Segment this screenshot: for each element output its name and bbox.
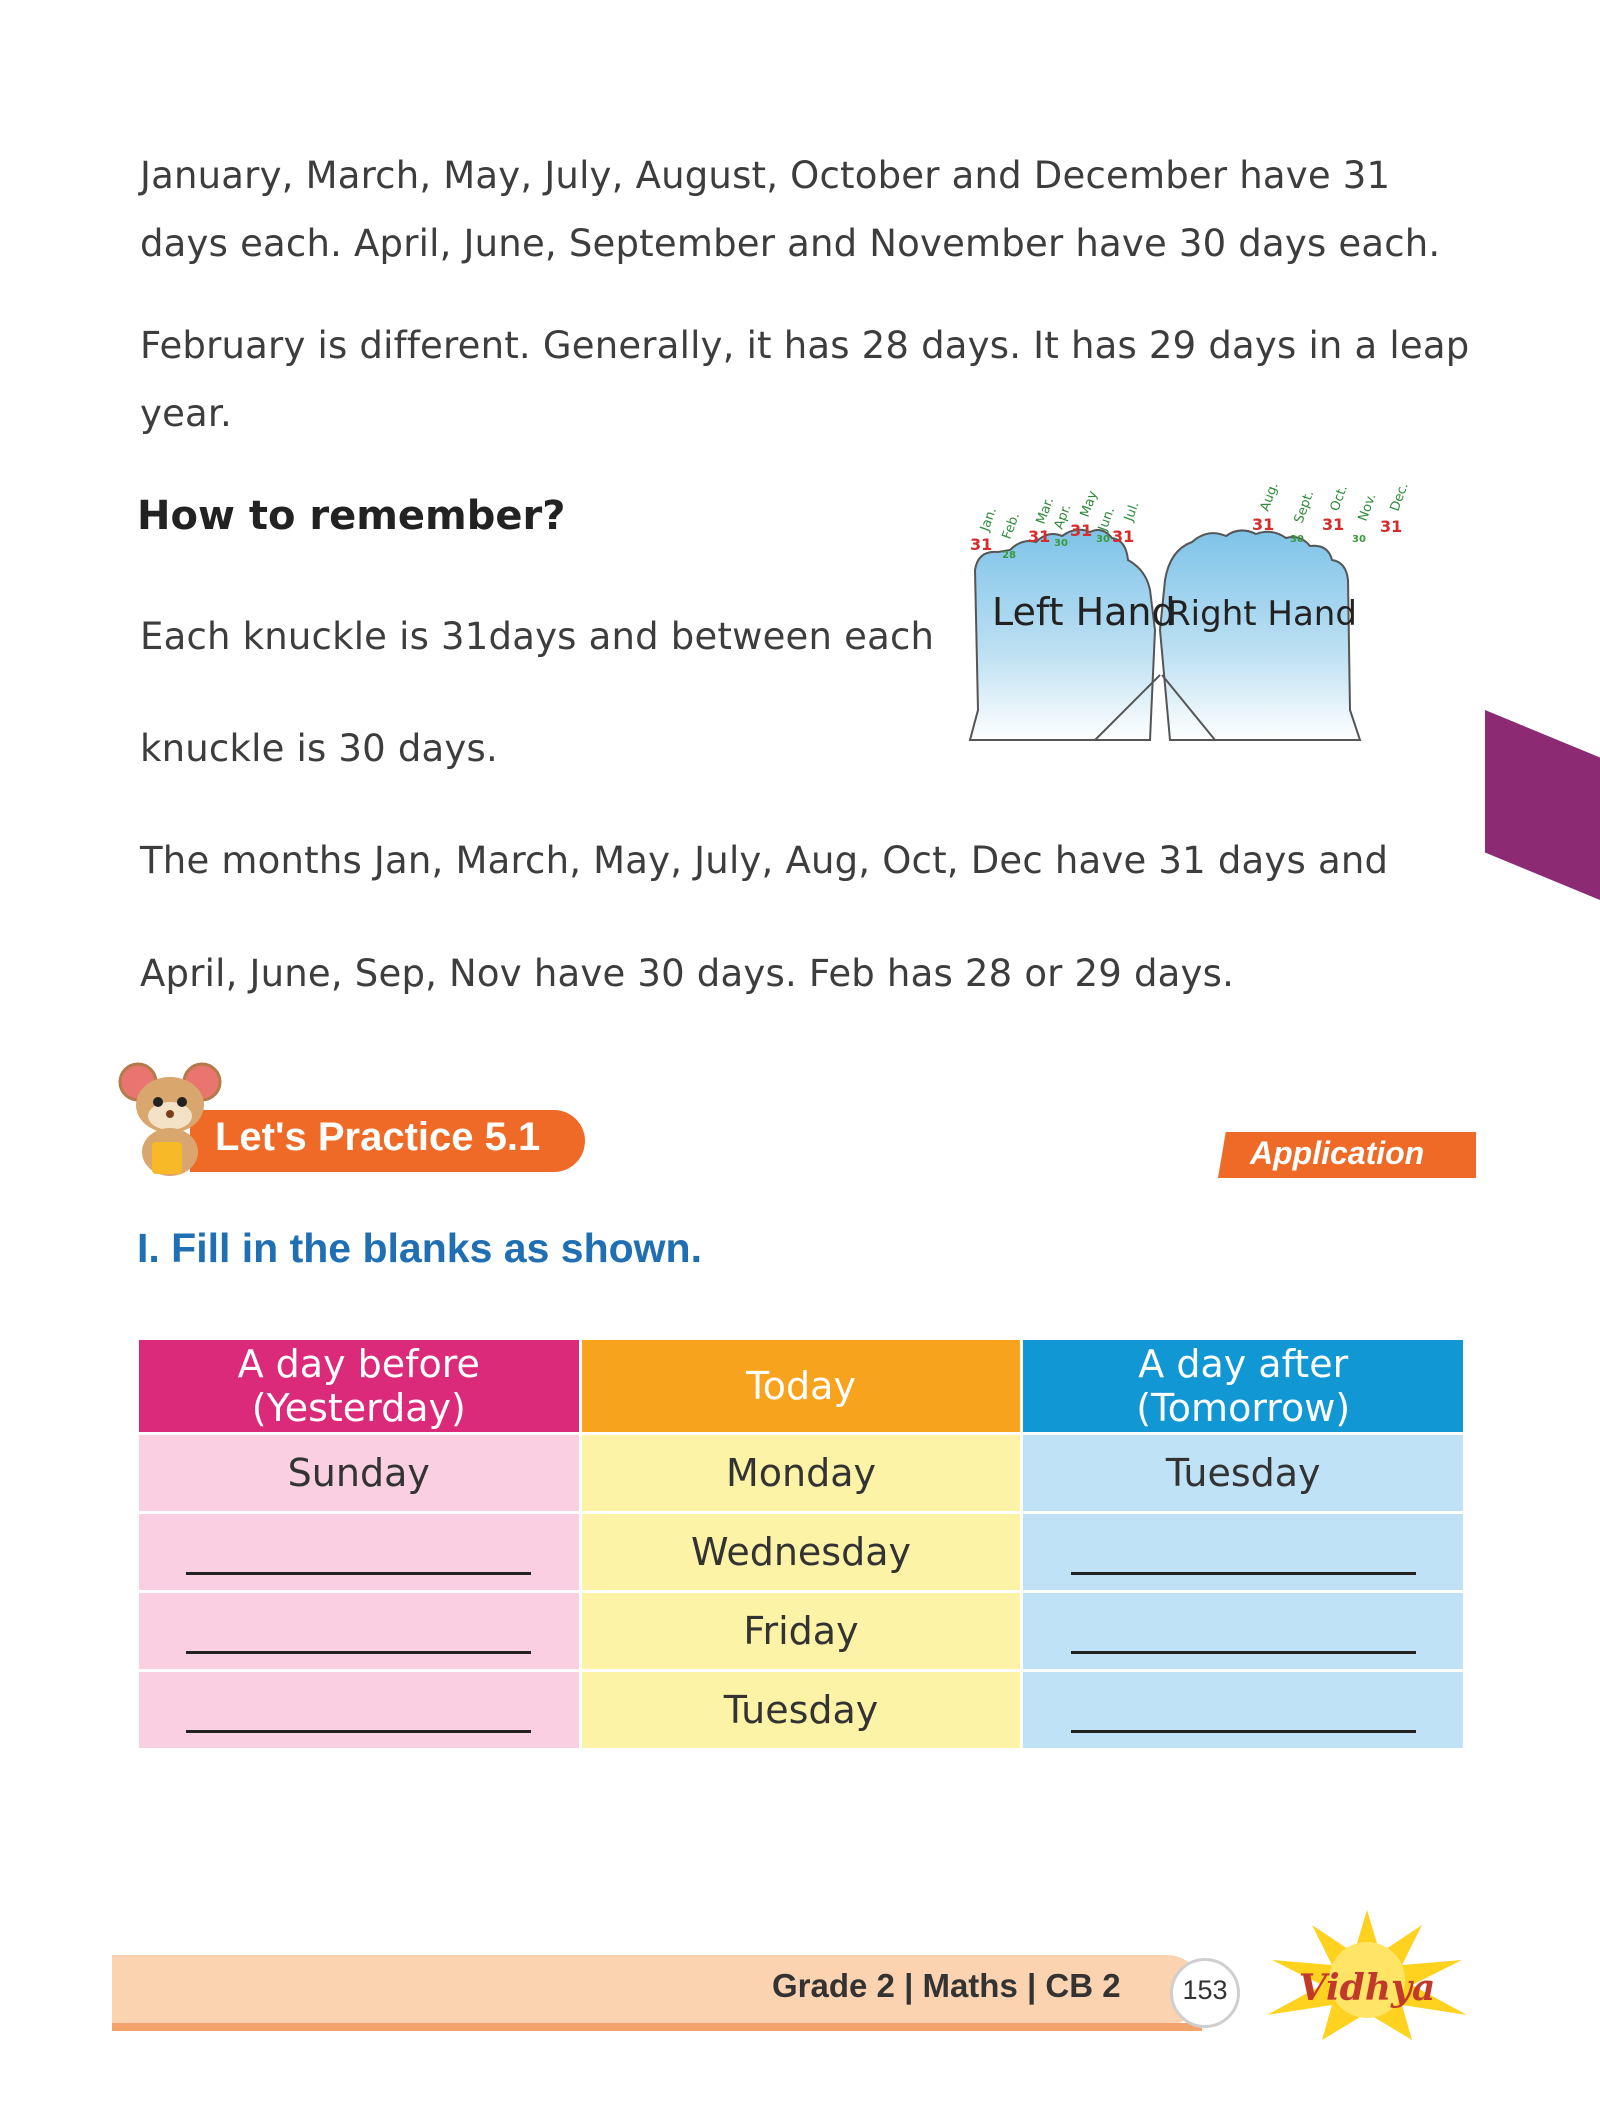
days-table xyxy=(136,1337,1466,1751)
month-label: Jul. xyxy=(1121,499,1143,524)
side-chapter-tab xyxy=(1485,710,1600,900)
footer-divider xyxy=(112,2023,1202,2031)
month-label: Jun. xyxy=(1095,505,1119,534)
practice-title: Let's Practice 5.1 xyxy=(215,1115,541,1159)
table-row xyxy=(139,1593,1463,1669)
paragraph-line: days each. April, June, September and November have 30 days each. xyxy=(140,222,1441,265)
month-label: Dec. xyxy=(1387,480,1412,514)
month-label: Aug. xyxy=(1257,480,1282,514)
cell-today: Wednesday xyxy=(582,1514,1021,1590)
cell-yesterday xyxy=(139,1514,579,1590)
month-label: Mar. xyxy=(1033,495,1058,527)
paragraph-line: year. xyxy=(140,392,232,435)
knuckle-days: 30 xyxy=(1352,534,1366,545)
table-row xyxy=(139,1435,1463,1511)
knuckle-days: 31 xyxy=(1070,521,1093,540)
knuckle-days: 30 xyxy=(1096,534,1110,545)
cell-yesterday xyxy=(139,1593,579,1669)
left-hand-label: Left Hand xyxy=(992,590,1176,634)
cell-tomorrow: Tuesday xyxy=(1023,1435,1463,1511)
cell-yesterday: Sunday xyxy=(139,1435,579,1511)
knuckle-days: 31 xyxy=(1028,527,1051,546)
cell-tomorrow xyxy=(1023,1514,1463,1590)
paragraph-line: Each knuckle is 31days and between each xyxy=(140,615,935,658)
knuckle-days: 28 xyxy=(1002,550,1016,561)
knuckle-days: 30 xyxy=(1290,534,1304,545)
paragraph-line: knuckle is 30 days. xyxy=(140,727,498,770)
answer-blank[interactable] xyxy=(186,1611,531,1654)
paragraph-line: April, June, Sep, Nov have 30 days. Feb has 28 or 29 days. xyxy=(140,952,1235,995)
month-label: Nov. xyxy=(1355,491,1380,524)
knuckle-days: 30 xyxy=(1054,538,1068,549)
answer-blank[interactable] xyxy=(1071,1690,1416,1733)
knuckle-days: 31 xyxy=(1112,527,1135,546)
header-tomorrow: A day after (Tomorrow) xyxy=(1023,1340,1463,1432)
paragraph-line: January, March, May, July, August, October and December have 31 xyxy=(140,154,1391,197)
answer-blank[interactable] xyxy=(1071,1611,1416,1654)
month-label: Oct. xyxy=(1327,483,1351,514)
month-label: Sept. xyxy=(1291,488,1318,526)
cell-today: Tuesday xyxy=(582,1672,1021,1748)
page-number: 153 xyxy=(1182,1975,1228,2005)
cell-today: Monday xyxy=(582,1435,1021,1511)
paragraph-line: February is different. Generally, it has 28 days. It has 29 days in a leap xyxy=(140,324,1470,367)
cell-tomorrow xyxy=(1023,1593,1463,1669)
application-tag-label: Application xyxy=(1250,1135,1425,1171)
month-label: Apr. xyxy=(1051,502,1075,532)
logo-text: Vidhya xyxy=(1298,1967,1436,2009)
question-title: I. Fill in the blanks as shown. xyxy=(137,1225,702,1271)
cell-tomorrow xyxy=(1023,1672,1463,1748)
paragraph-line: The months Jan, March, May, July, Aug, Oct, Dec have 31 days and xyxy=(140,839,1389,882)
knuckle-days: 31 xyxy=(1252,515,1275,534)
header-yesterday: A day before (Yesterday) xyxy=(139,1340,579,1432)
section-heading: How to remember? xyxy=(137,493,566,539)
month-label: May xyxy=(1077,488,1101,520)
knuckle-hands-illustration xyxy=(950,470,1470,760)
answer-blank[interactable] xyxy=(186,1532,531,1575)
knuckle-days: 31 xyxy=(1322,515,1345,534)
answer-blank[interactable] xyxy=(186,1690,531,1733)
vidhya-logo xyxy=(1262,1905,1472,2045)
header-today: Today xyxy=(582,1340,1021,1432)
cell-today: Friday xyxy=(582,1593,1021,1669)
cell-yesterday xyxy=(139,1672,579,1748)
month-label: Feb. xyxy=(999,510,1024,542)
right-hand-label: Right Hand xyxy=(1167,594,1357,634)
month-label: Jan. xyxy=(977,505,1001,534)
answer-blank[interactable] xyxy=(1071,1532,1416,1575)
footer-label: Grade 2 | Maths | CB 2 xyxy=(772,1967,1121,2004)
mouse-mascot-icon xyxy=(118,1060,228,1185)
knuckle-days: 31 xyxy=(1380,517,1403,536)
knuckle-days: 31 xyxy=(970,535,993,554)
table-row xyxy=(139,1514,1463,1590)
table-row xyxy=(139,1672,1463,1748)
